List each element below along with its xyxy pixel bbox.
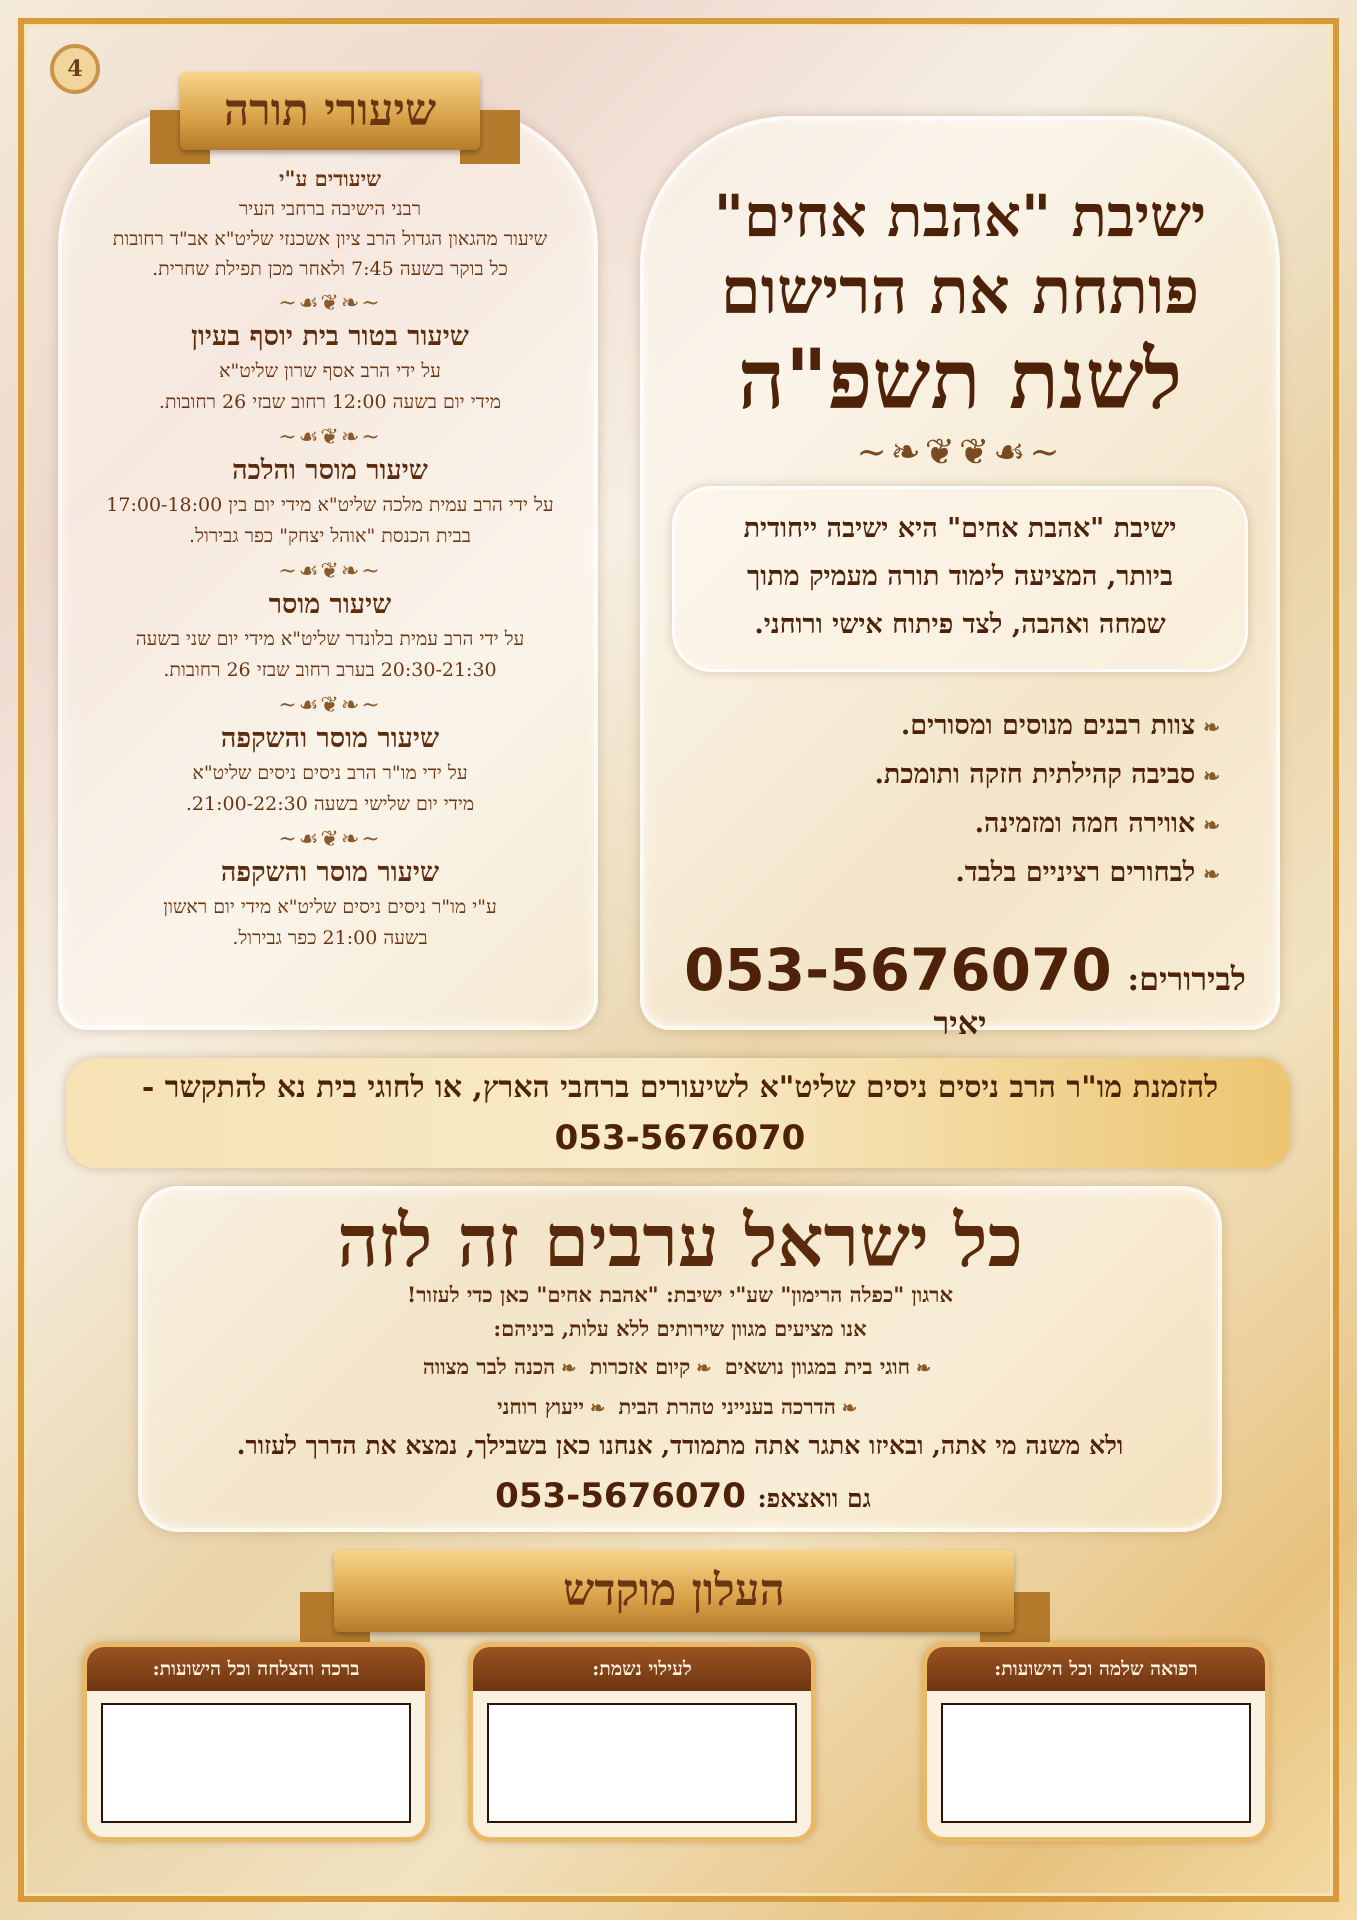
ornament-divider: ~❧❦☙~	[278, 693, 382, 718]
card-input-area[interactable]	[487, 1703, 797, 1823]
card-title: רפואה שלמה וכל הישועות:	[927, 1647, 1265, 1691]
yeshiva-features	[700, 702, 1220, 898]
kol-yisrael-phone[interactable]: 053-5676070	[495, 1476, 746, 1516]
yeshiva-title-line: פותחת את הרישום	[720, 254, 1200, 329]
ornament-icon: ❧	[1203, 862, 1220, 886]
lesson-line: בבית הכנסת "אוהל יצחק" כפר גבירול.	[189, 525, 471, 547]
kol-yisrael-title: כל ישראל ערבים זה לזה	[337, 1198, 1023, 1283]
lesson-line: על ידי הרב עמית בלונדר שליט"א מידי יום שני בשעה	[135, 628, 525, 650]
dedication-card-blessing	[82, 1642, 430, 1842]
card-input-area[interactable]	[941, 1703, 1251, 1823]
dedication-banner: העלון מוקדש	[334, 1550, 1014, 1632]
lesson-item	[80, 586, 580, 686]
card-title: לעילוי נשמת:	[473, 1647, 811, 1691]
intro-line: שיעודים ע"י	[279, 166, 381, 191]
ornament-divider: ~❧❦☙~	[278, 559, 382, 584]
description-line: שמחה ואהבה, לצד פיתוח אישי ורוחני.	[754, 609, 1166, 640]
contact-label: לבירורים:	[1127, 960, 1246, 998]
ornament-icon: ❧	[696, 1358, 712, 1379]
intro-line: כל בוקר בשעה 7:45 ולאחר מכן תפילת שחרית.	[152, 258, 508, 280]
lesson-item	[80, 854, 580, 954]
lesson-title: שיעור מוסר והלכה	[232, 455, 428, 486]
lesson-line: על ידי הרב אסף שרון שליט"א	[219, 360, 441, 382]
contact-name: יאיר	[933, 1004, 987, 1042]
feature-item	[700, 751, 1220, 800]
invitation-phone[interactable]: 053-5676070	[554, 1118, 806, 1158]
ornament-divider: ~❧❦☙~	[278, 827, 382, 852]
lesson-line: מידי יום שלישי בשעה 21:00-22:30.	[185, 793, 475, 815]
lesson-line: 20:30-21:30 בערב רחוב שבזי 26 רחובות.	[163, 659, 497, 681]
ornament-divider: ~❧❦☙~	[278, 291, 382, 316]
whatsapp-label: גם וואצאפ:	[757, 1484, 871, 1513]
lesson-line: מידי יום בשעה 12:00 רחוב שבזי 26 רחובות.	[158, 391, 502, 413]
lesson-line: בשעה 21:00 כפר גבירול.	[232, 927, 428, 949]
invitation-text: להזמנת מו"ר הרב ניסים ניסים שליט"א לשיעורים ברחבי הארץ, או לחוגי בית נא להתקשר -	[141, 1070, 1219, 1105]
ornament-divider: ~❧❦☙~	[278, 425, 382, 450]
service-item: הכנה לבר מצווה	[422, 1354, 556, 1379]
feature-text: לבחורים רציניים בלבד.	[955, 857, 1196, 888]
lesson-item	[80, 452, 580, 552]
lessons-list	[80, 164, 580, 960]
service-item: חוגי בית במגוון נושאים	[724, 1354, 911, 1379]
card-title: ברכה והצלחה וכל הישועות:	[87, 1647, 425, 1691]
feature-text: אווירה חמה ומזמינה.	[974, 808, 1196, 839]
lesson-line: ע"י מו"ר ניסים ניסים שליט"א מידי יום ראשון	[163, 896, 497, 918]
kol-yisrael-closing: ולא משנה מי אתה, ובאיזו אתגר אתה מתמודד, אנחנו כאן בשבילך, נמצא את הדרך לעזור.	[236, 1431, 1124, 1460]
ornament-icon: ❧	[561, 1358, 577, 1379]
ornament-icon: ❧	[1203, 764, 1220, 788]
service-item: הדרכה בענייני טהרת הבית	[618, 1394, 836, 1419]
kol-yisrael-contact	[150, 1476, 1210, 1516]
ornament-icon: ❧	[1203, 715, 1220, 739]
contact-phone[interactable]: 053-5676070	[684, 936, 1112, 1004]
feature-item	[700, 702, 1220, 751]
lessons-intro	[80, 164, 580, 284]
yeshiva-title	[660, 180, 1260, 428]
feature-item	[700, 800, 1220, 849]
dedication-card-memorial	[468, 1642, 816, 1842]
lesson-item	[80, 720, 580, 820]
lesson-title: שיעור מוסר והשקפה	[220, 723, 440, 754]
lesson-item	[80, 318, 580, 418]
ornament-icon: ❧	[916, 1358, 932, 1379]
lesson-title: שיעור בטור בית יוסף בעיון	[191, 321, 469, 352]
description-line: ביותר, המציעה לימוד תורה מעמיק מתוך	[747, 561, 1173, 592]
intro-line: רבני הישיבה ברחבי העיר	[238, 198, 422, 220]
kol-yisrael-services	[150, 1348, 1210, 1428]
service-item: ייעוץ רוחני	[497, 1394, 585, 1419]
service-item: קיום אזכרות	[589, 1354, 691, 1379]
intro-line: שיעור מהגאון הגדול הרב ציון אשכנזי שליט"א אב"ד רחובות	[112, 228, 548, 250]
services-row	[150, 1388, 1210, 1428]
torah-lessons-banner: שיעורי תורה	[180, 72, 480, 150]
yeshiva-description	[672, 486, 1248, 672]
lesson-line: על ידי הרב עמית מלכה שליט"א מידי יום בין 17:00-18:00	[106, 494, 554, 516]
lesson-title: שיעור מוסר והשקפה	[220, 857, 440, 888]
card-input-area[interactable]	[101, 1703, 411, 1823]
yeshiva-contact	[660, 936, 1260, 1042]
ornament-icon: ❧	[841, 1398, 857, 1419]
dedication-card-healing	[922, 1642, 1270, 1842]
services-row	[150, 1348, 1210, 1388]
lesson-line: על ידי מו"ר הרב ניסים ניסים שליט"א	[192, 762, 468, 784]
kol-yisrael-line: אנו מציעים מגוון שירותים ללא עלות, ביניהם:	[493, 1316, 867, 1341]
yeshiva-title-line: ישיבת "אהבת אחים"	[713, 182, 1207, 250]
ornament-icon: ❧	[1203, 813, 1220, 837]
feature-text: צוות רבנים מנוסים ומסורים.	[900, 710, 1196, 741]
description-line: ישיבת "אהבת אחים" היא ישיבה ייחודית	[743, 513, 1177, 544]
lesson-title: שיעור מוסר	[268, 589, 392, 620]
ornament-icon: ❧	[590, 1398, 606, 1419]
yeshiva-title-line: לשנת תשפ"ה	[737, 332, 1183, 428]
ornament-divider: ~❧❦❦☙~	[856, 432, 1064, 473]
feature-item	[700, 849, 1220, 898]
page-number: 4	[50, 44, 100, 94]
feature-text: סביבה קהילתית חזקה ותומכת.	[874, 759, 1196, 790]
kol-yisrael-line: ארגון "כפלה הרימון" שע"י ישיבת: "אהבת אחים" כאן כדי לעזור!	[407, 1282, 953, 1307]
